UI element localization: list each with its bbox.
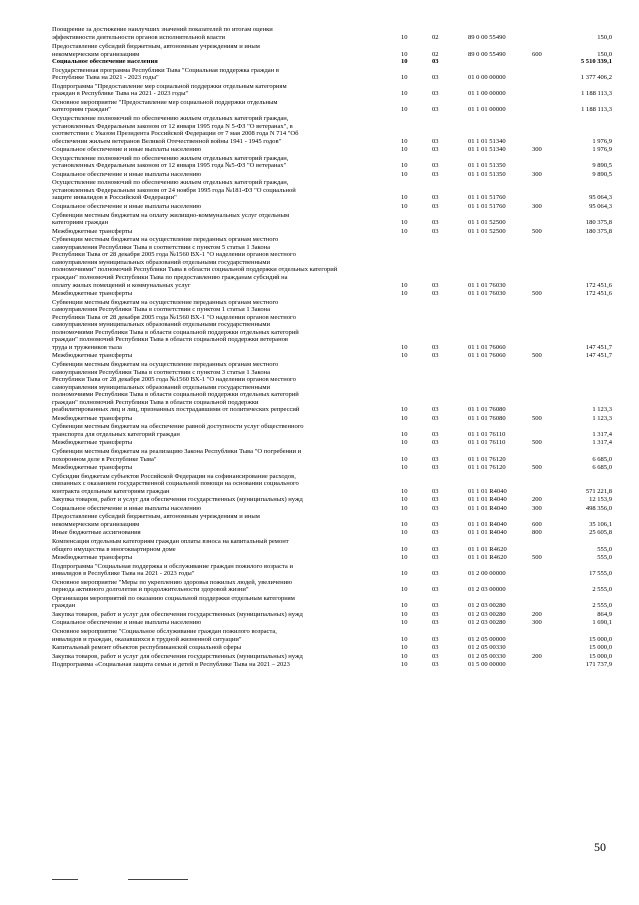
footer-rule [52, 879, 78, 880]
row-name: Подпрограмма «Социальная защита семьи и детей в Республике Тыва на 2021 – 2023 [52, 661, 290, 669]
row-amount: 147 451,7 [585, 352, 612, 360]
row-subsection-code: 03 [432, 610, 439, 618]
row-section-code: 10 [401, 50, 408, 58]
row-target-code: 01 1 01 R4040 [468, 529, 507, 537]
row-name: Субвенции местным бюджетам на обеспечение равной доступности услуг общественного транспорта для отдельных категорий граждан [52, 423, 304, 438]
row-expense-type: 500 [532, 290, 542, 298]
row-expense-type: 800 [532, 529, 542, 537]
table-row [52, 43, 612, 58]
row-subsection-code: 03 [432, 219, 439, 227]
row-section-code: 10 [401, 619, 408, 627]
row-section-code: 10 [401, 529, 408, 537]
row-name: Организация мероприятий по оказанию социальной поддержки отдельным категориям граждан [52, 594, 295, 610]
row-name: Межбюджетные трансферты [52, 227, 133, 235]
row-target-code: 01 5 00 00000 [468, 661, 506, 669]
row-section-code: 10 [401, 219, 408, 227]
row-subsection-code: 03 [432, 496, 439, 504]
table-row [52, 115, 612, 145]
row-target-code: 01 2 03 00280 [468, 619, 506, 627]
row-amount: 555,0 [597, 545, 612, 553]
row-subsection-code: 03 [432, 74, 439, 82]
row-section-code: 10 [401, 504, 408, 512]
row-expense-type: 300 [532, 504, 542, 512]
row-amount: 6 685,0 [592, 464, 612, 472]
row-subsection-code: 03 [432, 529, 439, 537]
row-name: Компенсация отдельным категориям граждан оплаты взноса на капитальный ремонт общего имущества в многоквартирном доме [52, 538, 289, 553]
row-section-code: 10 [401, 74, 408, 82]
row-expense-type: 300 [532, 170, 542, 178]
table-row [52, 361, 612, 414]
row-target-code: 01 2 05 00000 [468, 635, 506, 643]
row-expense-type: 500 [532, 352, 542, 360]
row-name: Закупка товаров, работ и услуг для обеспечения государственных (муниципальных) нужд [52, 496, 303, 504]
row-amount: 180 375,8 [585, 219, 612, 227]
row-expense-type: 500 [532, 464, 542, 472]
row-amount: 15 000,0 [589, 644, 612, 652]
row-expense-type: 500 [532, 227, 542, 235]
table-row [52, 415, 612, 423]
row-amount: 15 000,0 [589, 652, 612, 660]
row-amount: 17 555,0 [589, 570, 612, 578]
row-expense-type: 200 [532, 652, 542, 660]
row-subsection-code: 03 [432, 570, 439, 578]
row-section-code: 10 [401, 162, 408, 170]
row-target-code: 01 1 01 R4620 [468, 554, 507, 562]
row-name: Субвенции местным бюджетам на осуществление переданных органам местного самоуправления Республики Тыва в соответствии с пунктом 5 статьи 1 Закона Республики Тыва от 28 декабря 2005 года №1560 ВХ-1 "О наделении органов местного самоуправления муниципальных образований отдельными государственными полномочиями" полномочий Республики Тыва в области социальной поддержки отдельных категорий граждан" полномочий Республики Тыва по предоставлению гражданам субсидий на оплату жилых помещений и коммунальных услуг [52, 236, 338, 289]
row-name: Основное мероприятие "Социальное обслуживание граждан пожилого возраста, инвалидов и граждан, оказавшихся в трудной жизненной ситуации" [52, 628, 277, 643]
row-subsection-code: 03 [432, 554, 439, 562]
row-name: Социальное обеспечение и иные выплаты населению [52, 203, 202, 211]
row-target-code: 01 2 05 00330 [468, 652, 506, 660]
row-expense-type: 500 [532, 414, 542, 422]
row-section-code: 10 [401, 137, 408, 145]
row-amount: 6 685,0 [592, 455, 612, 463]
row-expense-type: 300 [532, 146, 542, 154]
row-name: Капитальный ремонт объектов республиканской социальной сферы [52, 644, 242, 652]
row-section-code: 10 [401, 464, 408, 472]
row-amount: 1 317,4 [592, 439, 612, 447]
row-name: Межбюджетные трансферты [52, 352, 133, 360]
row-amount: 9 890,5 [592, 162, 612, 170]
row-target-code: 89 0 00 55490 [468, 50, 506, 58]
row-subsection-code: 03 [432, 644, 439, 652]
table-row [52, 83, 612, 98]
row-subsection-code: 03 [432, 652, 439, 660]
row-amount: 1 188 113,3 [581, 106, 612, 114]
table-row [52, 439, 612, 447]
row-target-code: 01 1 01 76110 [468, 430, 506, 438]
row-amount: 150,0 [597, 50, 612, 58]
row-subsection-code: 03 [432, 106, 439, 114]
row-section-code: 10 [401, 58, 408, 66]
row-name: Иные бюджетные ассигнования [52, 529, 141, 537]
table-row [52, 228, 612, 236]
row-subsection-code: 03 [432, 586, 439, 594]
row-section-code: 10 [401, 439, 408, 447]
row-name: Подпрограмма "Социальная поддержка и обслуживание граждан пожилого возраста и инвалидов в Республике Тыва на 2021 - 2023 годы" [52, 562, 293, 578]
row-subsection-code: 03 [432, 227, 439, 235]
row-expense-type: 200 [532, 496, 542, 504]
row-target-code: 01 1 01 52500 [468, 219, 506, 227]
table-row [52, 99, 612, 114]
row-subsection-code: 03 [432, 619, 439, 627]
row-section-code: 10 [401, 203, 408, 211]
row-subsection-code: 03 [432, 602, 439, 610]
row-section-code: 10 [401, 554, 408, 562]
row-name: Социальное обеспечение и иные выплаты населению [52, 170, 202, 178]
row-subsection-code: 03 [432, 352, 439, 360]
table-row [52, 473, 612, 496]
table-row [52, 595, 612, 610]
row-subsection-code: 03 [432, 343, 439, 351]
row-name: Межбюджетные трансферты [52, 464, 133, 472]
table-row [52, 628, 612, 643]
row-section-code: 10 [401, 430, 408, 438]
table-row [52, 653, 612, 661]
row-amount: 180 375,8 [585, 227, 612, 235]
row-amount: 555,0 [597, 554, 612, 562]
row-section-code: 10 [401, 406, 408, 414]
row-section-code: 10 [401, 343, 408, 351]
row-subsection-code: 03 [432, 545, 439, 553]
row-target-code: 01 1 01 51340 [468, 146, 506, 154]
row-amount: 571 221,8 [585, 487, 612, 495]
row-section-code: 10 [401, 487, 408, 495]
row-expense-type: 500 [532, 554, 542, 562]
row-section-code: 10 [401, 90, 408, 98]
table-row [52, 529, 612, 537]
row-subsection-code: 03 [432, 464, 439, 472]
row-subsection-code: 03 [432, 520, 439, 528]
row-name: Межбюджетные трансферты [52, 290, 133, 298]
row-target-code: 01 2 03 00280 [468, 602, 506, 610]
row-amount: 1 317,4 [592, 430, 612, 438]
row-name: Основное мероприятие "Предоставление мер социальной поддержки отдельным категориям граждан" [52, 98, 278, 114]
table-row [52, 464, 612, 472]
row-amount: 9 890,5 [592, 170, 612, 178]
row-target-code: 01 2 03 00280 [468, 610, 506, 618]
row-name: Закупка товаров, работ и услуг для обеспечения государственных (муниципальных) нужд [52, 610, 303, 618]
row-name: Субвенции местным бюджетам на оплату жилищно-коммунальных услуг отдельным категориям граждан [52, 211, 290, 227]
row-target-code: 01 2 05 00330 [468, 644, 506, 652]
row-name: Межбюджетные трансферты [52, 414, 133, 422]
row-section-code: 10 [401, 586, 408, 594]
row-amount: 498 356,0 [585, 504, 612, 512]
row-section-code: 10 [401, 33, 408, 41]
row-name: Субвенции местным бюджетам на осуществление переданных органам местного самоуправления Республики Тыва в соответствии с пунктом 3 статьи 1 Закона Республики Тыва от 28 декабря 2005 года №1560 ВХ-1 "О наделении органов местного самоуправления муниципальных образований отдельными государственными полномочиями Республики Тыва в области социальной поддержки отдельных категорий граждан" полномочий Республики Тыва в области социальной поддержки реабилитированных лиц и лиц, признанных пострадавшими от политических репрессий [52, 360, 300, 414]
table-row [52, 299, 612, 352]
row-target-code: 01 1 01 76080 [468, 414, 506, 422]
table-row [52, 513, 612, 528]
row-amount: 1 188 113,3 [581, 90, 612, 98]
row-section-code: 10 [401, 520, 408, 528]
row-target-code: 01 1 01 00000 [468, 106, 506, 114]
row-section-code: 10 [401, 602, 408, 610]
row-section-code: 10 [401, 106, 408, 114]
row-name: Субсидии бюджетам субъектов Российской Федерации на софинансирование расходов, связанных с оказанием государственной социальной помощи на основании социального контракта отдельным категориям граждан [52, 472, 299, 495]
row-target-code: 01 1 01 76080 [468, 406, 506, 414]
row-subsection-code: 03 [432, 414, 439, 422]
table-row [52, 505, 612, 513]
row-target-code: 01 2 00 00000 [468, 570, 506, 578]
row-section-code: 10 [401, 414, 408, 422]
row-target-code: 01 1 01 76110 [468, 439, 506, 447]
row-section-code: 10 [401, 194, 408, 202]
row-amount: 1 976,9 [592, 137, 612, 145]
table-row [52, 448, 612, 463]
row-name: Осуществление полномочий по обеспечению жильем отдельных категорий граждан, установленных Федеральным законом от 12 января 1995 года N 5-ФЗ "О ветеранах", в соответствии с Указом Президента Российской Федерации от 7 мая 2008 года N 714 "Об обеспечении жильем ветеранов Великой Отечественной войны 1941 - 1945 годов" [52, 115, 299, 145]
row-name: Социальное обеспечение населения [52, 58, 158, 66]
table-row [52, 67, 612, 82]
row-amount: 1 976,9 [592, 146, 612, 154]
row-amount: 171 737,9 [585, 661, 612, 669]
row-amount: 25 605,8 [589, 529, 612, 537]
table-row [52, 203, 612, 211]
row-amount: 172 451,6 [585, 290, 612, 298]
row-section-code: 10 [401, 455, 408, 463]
table-row [52, 58, 612, 66]
table-row [52, 661, 612, 669]
row-name: Социальное обеспечение и иные выплаты населению [52, 504, 202, 512]
row-name: Предоставление субсидий бюджетным, автономным учреждениям и иным некоммерческим организациям [52, 43, 260, 58]
table-row [52, 619, 612, 627]
row-subsection-code: 03 [432, 146, 439, 154]
row-name: Субвенции местным бюджетам на осуществление переданных органам местного самоуправления Республики Тыва в соответствии с пунктом 1 статьи 1 Закона Республики Тыва от 28 декабря 2005 года №1560 ВХ-1 "О наделении органов местного самоуправления муниципальных образований отдельными государственными полномочиями Республики Тыва в области социальной поддержки отдельных категорий граждан" полномочий Республики Тыва в области социальной поддержки ветеранов труда и тружеников тыла [52, 298, 299, 351]
row-section-code: 10 [401, 227, 408, 235]
row-amount: 864,9 [597, 610, 612, 618]
row-subsection-code: 02 [432, 50, 439, 58]
row-subsection-code: 03 [432, 487, 439, 495]
row-target-code: 01 1 01 R4040 [468, 487, 507, 495]
row-subsection-code: 03 [432, 281, 439, 289]
row-section-code: 10 [401, 661, 408, 669]
table-row [52, 563, 612, 578]
table-row [52, 146, 612, 154]
row-amount: 172 451,6 [585, 281, 612, 289]
row-target-code: 01 1 01 76120 [468, 455, 506, 463]
table-row [52, 155, 612, 170]
row-target-code: 01 1 01 51350 [468, 170, 506, 178]
row-target-code: 89 0 00 55490 [468, 33, 506, 41]
row-expense-type: 300 [532, 619, 542, 627]
table-row [52, 26, 612, 41]
row-target-code: 01 1 01 76030 [468, 281, 506, 289]
row-name: Межбюджетные трансферты [52, 439, 133, 447]
table-row [52, 179, 612, 202]
row-name: Основное мероприятие "Меры по укреплению здоровья пожилых людей, увеличению периода активного долголетия и продолжительности здоровой жизни" [52, 578, 293, 594]
row-name: Подпрограмма "Предоставление мер социальной поддержки отдельным категориям граждан в Республике Тыва на 2021 - 2023 годы" [52, 82, 287, 98]
row-target-code: 01 1 01 R4620 [468, 545, 507, 553]
row-target-code: 01 2 03 00000 [468, 586, 506, 594]
row-amount: 95 064,3 [589, 194, 612, 202]
row-amount: 1 690,1 [592, 619, 612, 627]
row-target-code: 01 1 01 51340 [468, 137, 506, 145]
row-target-code: 01 1 01 R4040 [468, 504, 507, 512]
row-section-code: 10 [401, 352, 408, 360]
table-row [52, 423, 612, 438]
row-target-code: 01 1 01 R4040 [468, 496, 507, 504]
row-amount: 150,0 [597, 33, 612, 41]
row-expense-type: 600 [532, 50, 542, 58]
row-subsection-code: 03 [432, 406, 439, 414]
row-name: Социальное обеспечение и иные выплаты населению [52, 146, 202, 154]
row-amount: 95 064,3 [589, 203, 612, 211]
row-amount: 1 377 406,2 [580, 74, 612, 82]
row-section-code: 10 [401, 281, 408, 289]
row-target-code: 01 1 01 52500 [468, 227, 506, 235]
row-target-code: 01 1 01 R4040 [468, 520, 507, 528]
row-expense-type: 300 [532, 203, 542, 211]
row-target-code: 01 1 01 76060 [468, 343, 506, 351]
row-subsection-code: 03 [432, 170, 439, 178]
table-row [52, 579, 612, 594]
row-section-code: 10 [401, 652, 408, 660]
row-section-code: 10 [401, 644, 408, 652]
row-amount: 35 106,1 [589, 520, 612, 528]
table-row [52, 611, 612, 619]
row-subsection-code: 03 [432, 203, 439, 211]
row-target-code: 01 1 01 51350 [468, 162, 506, 170]
row-amount: 1 123,3 [592, 406, 612, 414]
budget-table [52, 26, 612, 669]
page-number: 50 [594, 840, 606, 854]
row-amount: 147 451,7 [585, 343, 612, 351]
table-row [52, 496, 612, 504]
row-subsection-code: 03 [432, 504, 439, 512]
row-name: Осуществление полномочий по обеспечению жильем отдельных категорий граждан, установленных Федеральным законом от 12 января 1995 года №5-ФЗ "О ветеранах" [52, 154, 289, 170]
row-subsection-code: 03 [432, 162, 439, 170]
row-amount: 1 123,3 [592, 414, 612, 422]
table-row [52, 212, 612, 227]
table-row [52, 171, 612, 179]
row-section-code: 10 [401, 290, 408, 298]
row-name: Субвенции местным бюджетам на реализацию Закона Республики Тыва "О погребении и похоронном деле в Республике Тыва" [52, 447, 302, 463]
row-section-code: 10 [401, 570, 408, 578]
row-name: Предоставление субсидий бюджетным, автономным учреждениям и иным некоммерческим организациям [52, 513, 260, 528]
table-row [52, 644, 612, 652]
row-target-code: 01 1 01 76030 [468, 290, 506, 298]
row-subsection-code: 03 [432, 194, 439, 202]
row-subsection-code: 03 [432, 137, 439, 145]
row-amount: 2 555,0 [592, 602, 612, 610]
row-name: Закупка товаров, работ и услуг для обеспечения государственных (муниципальных) нужд [52, 652, 303, 660]
table-row [52, 538, 612, 553]
row-target-code: 01 1 01 51760 [468, 203, 506, 211]
row-name: Государственная программа Республики Тыва "Социальная поддержка граждан в Республике Тыва на 2021 - 2023 годы" [52, 66, 279, 82]
row-target-code: 01 0 00 00000 [468, 74, 506, 82]
row-section-code: 10 [401, 496, 408, 504]
table-row [52, 352, 612, 360]
table-row [52, 290, 612, 298]
row-name: Социальное обеспечение и иные выплаты населению [52, 619, 202, 627]
row-section-code: 10 [401, 146, 408, 154]
row-subsection-code: 03 [432, 635, 439, 643]
row-expense-type: 600 [532, 520, 542, 528]
row-amount: 12 153,9 [589, 496, 612, 504]
row-expense-type: 200 [532, 610, 542, 618]
row-subsection-code: 03 [432, 290, 439, 298]
row-section-code: 10 [401, 610, 408, 618]
row-name: Межбюджетные трансферты [52, 554, 133, 562]
row-subsection-code: 03 [432, 439, 439, 447]
row-subsection-code: 03 [432, 430, 439, 438]
row-name: Осуществление полномочий по обеспечению жильем отдельных категорий граждан, установленных Федеральным законом от 24 ноября 1995 года №181-ФЗ "О социальной защите инвалидов в Российской Федерации" [52, 179, 296, 202]
row-section-code: 10 [401, 545, 408, 553]
row-target-code: 01 1 01 76120 [468, 464, 506, 472]
row-target-code: 01 1 00 00000 [468, 90, 506, 98]
row-target-code: 01 1 01 76060 [468, 352, 506, 360]
row-name: Поощрение за достижение наилучших значений показателей по итогам оценки эффективности деятельности органов исполнительной власти [52, 26, 273, 41]
row-subsection-code: 03 [432, 90, 439, 98]
row-section-code: 10 [401, 170, 408, 178]
row-amount: 2 555,0 [592, 586, 612, 594]
table-row [52, 236, 612, 289]
table-row [52, 554, 612, 562]
row-amount: 5 510 339,1 [580, 58, 612, 66]
row-subsection-code: 03 [432, 455, 439, 463]
row-section-code: 10 [401, 635, 408, 643]
row-subsection-code: 03 [432, 661, 439, 669]
row-subsection-code: 02 [432, 33, 439, 41]
row-amount: 15 000,0 [589, 635, 612, 643]
footer-rule [128, 879, 188, 880]
row-target-code: 01 1 01 51760 [468, 194, 506, 202]
row-expense-type: 500 [532, 439, 542, 447]
row-subsection-code: 03 [432, 58, 439, 66]
